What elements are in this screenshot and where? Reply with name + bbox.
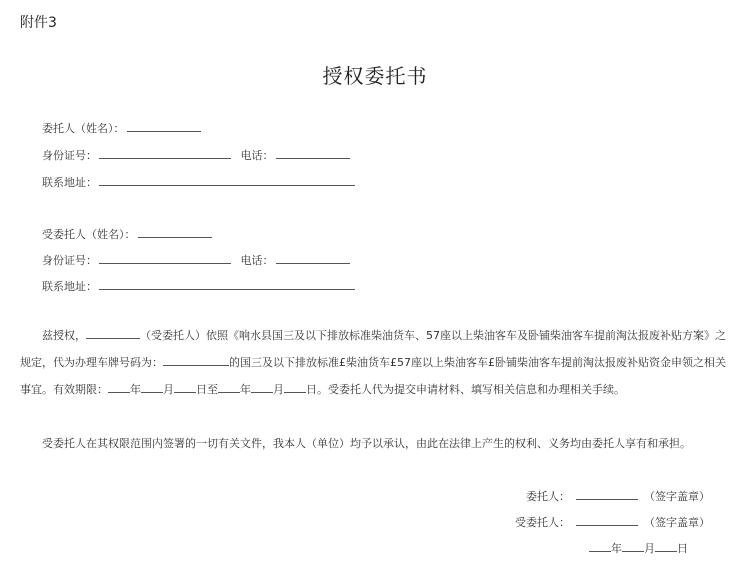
principal-name-label: 委托人（姓名）： <box>42 122 125 135</box>
agent-blank <box>86 328 140 339</box>
principal-signature-row <box>526 488 710 504</box>
agent-name-blank <box>138 227 212 238</box>
principal-stamp-note: （签字盖章） <box>644 490 710 503</box>
agent-id-field <box>42 252 350 268</box>
end-day-label: 日 <box>306 383 317 396</box>
agent-name-field <box>42 226 212 242</box>
authorization-paragraph <box>20 322 730 403</box>
sign-month-blank <box>622 541 644 552</box>
start-day-blank <box>174 382 196 393</box>
start-year-blank <box>108 382 130 393</box>
para1-tail: 。受委托人代为提交申请材料、填写相关信息和办理相关手续。 <box>317 383 625 396</box>
agent-stamp-note: （签字盖章） <box>644 516 710 529</box>
agent-signature-blank <box>576 515 638 526</box>
plate-number-blank <box>163 355 229 366</box>
attachment-label: 附件3 <box>20 15 57 31</box>
para1-scheme: （受委托人）依照《响水县国三及以下排放标准柴油货车、57座以上柴油客车及卧铺柴油客车提前淘汰报废补贴方案》之规定，代为办理车牌号码为： <box>20 329 726 369</box>
end-month-blank <box>251 382 273 393</box>
agent-address-blank <box>99 279 355 290</box>
agent-signature-label: 受委托人： <box>515 516 570 529</box>
signature-date-row <box>589 540 688 556</box>
sign-year-blank <box>589 541 611 552</box>
acknowledgement-paragraph: 受委托人在其权限范围内签署的一切有关文件，我本人（单位）均予以承认，由此在法律上产生的权利、义务均由委托人享有和承担。 <box>42 437 691 450</box>
sign-year-label: 年 <box>611 542 622 555</box>
range-to-label: 至 <box>207 383 218 396</box>
principal-signature-label: 委托人： <box>526 490 570 503</box>
para1-matter: 的国三及以下排放标准£柴油货车£57座以上柴油客车£卧铺柴油客车提前淘汰报废补贴资金申领之相关事宜。有效期限： <box>20 356 726 396</box>
sign-day-label: 日 <box>677 542 688 555</box>
principal-id-blank <box>99 148 231 159</box>
end-month-label: 月 <box>273 383 284 396</box>
end-day-blank <box>284 382 306 393</box>
agent-phone-label: 电话： <box>240 254 274 267</box>
sign-month-label: 月 <box>644 542 655 555</box>
principal-id-field <box>42 147 350 163</box>
principal-address-field <box>42 174 355 190</box>
principal-address-blank <box>99 175 355 186</box>
agent-phone-blank <box>276 253 350 264</box>
principal-signature-blank <box>576 489 638 500</box>
start-month-label: 月 <box>163 383 174 396</box>
principal-phone-label: 电话： <box>240 149 274 162</box>
agent-id-blank <box>99 253 231 264</box>
start-month-blank <box>141 382 163 393</box>
start-year-label: 年 <box>130 383 141 396</box>
page-title: 授权委托书 <box>322 64 428 88</box>
para1-lead: 兹授权， <box>42 329 86 342</box>
start-day-label: 日 <box>196 383 207 396</box>
agent-address-label: 联系地址： <box>42 280 97 293</box>
principal-address-label: 联系地址： <box>42 176 97 189</box>
sign-day-blank <box>655 541 677 552</box>
end-year-label: 年 <box>240 383 251 396</box>
principal-name-field <box>42 120 201 136</box>
agent-signature-row <box>515 514 710 530</box>
principal-name-blank <box>127 121 201 132</box>
principal-phone-blank <box>276 148 350 159</box>
end-year-blank <box>218 382 240 393</box>
agent-address-field <box>42 278 355 294</box>
agent-name-label: 受委托人（姓名）： <box>42 228 136 241</box>
agent-id-label: 身份证号： <box>42 254 97 267</box>
principal-id-label: 身份证号： <box>42 149 97 162</box>
